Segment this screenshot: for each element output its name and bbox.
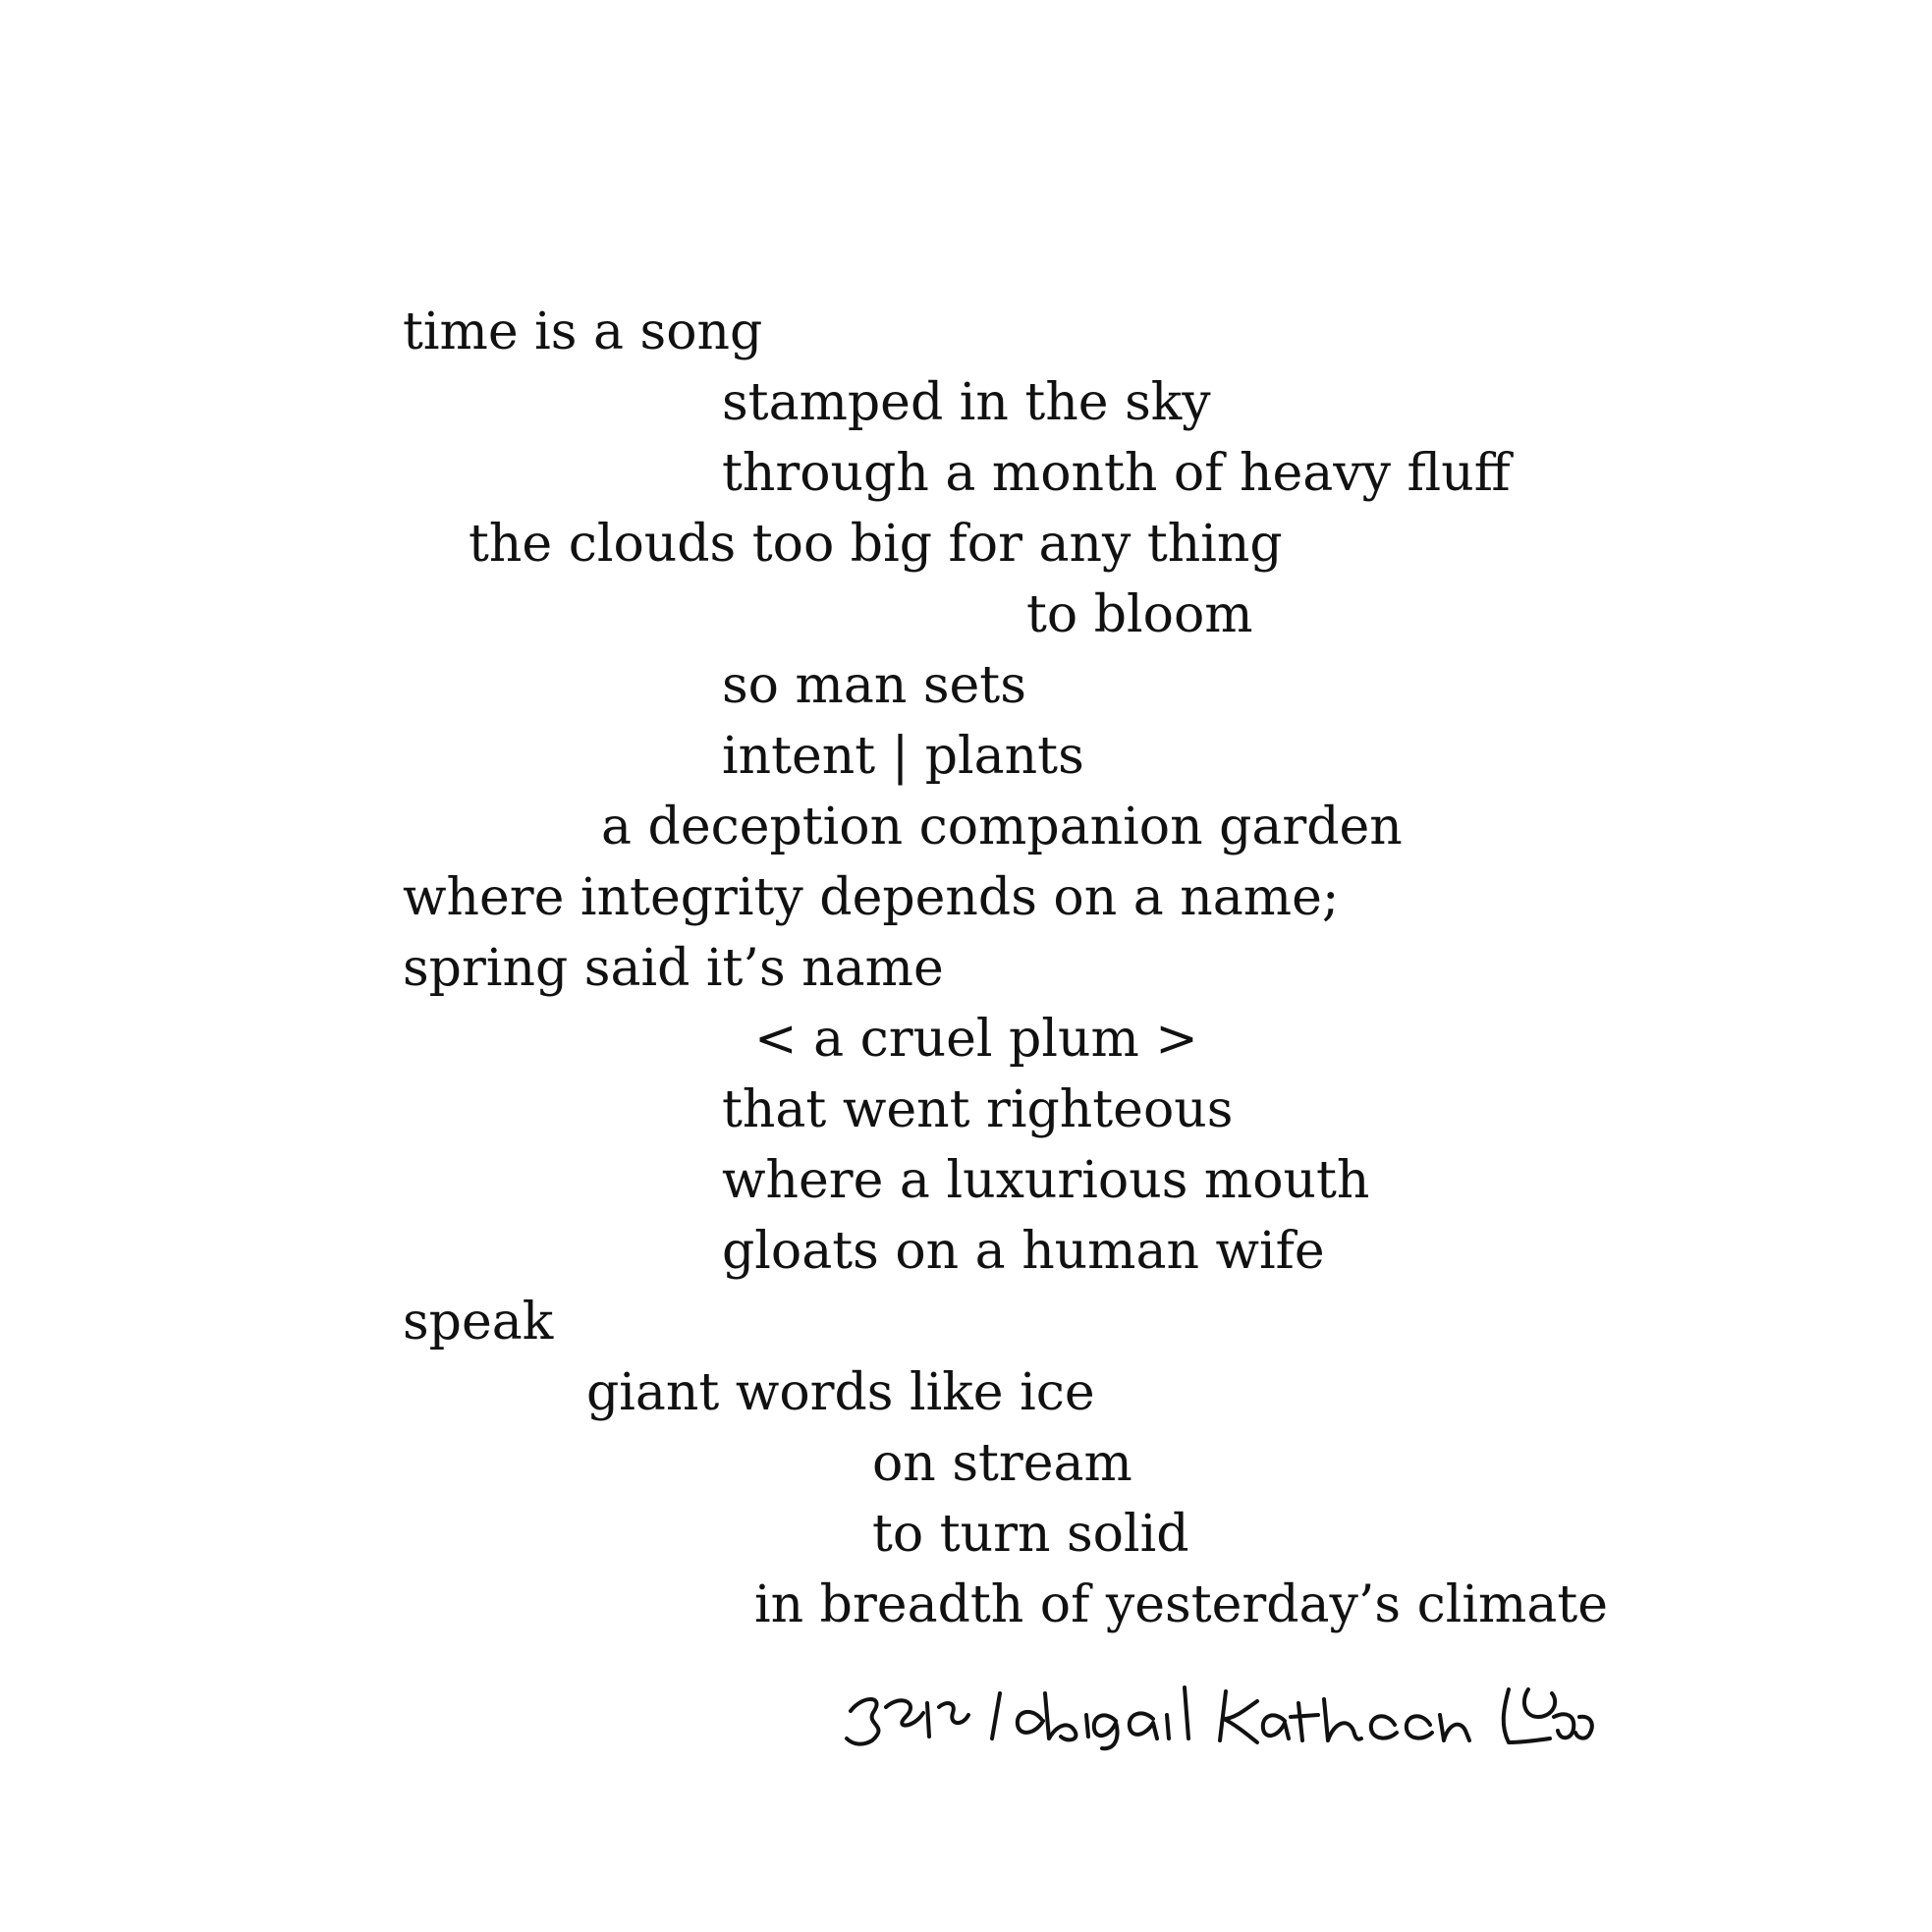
poem-line-6: so man sets: [722, 656, 1026, 715]
poem-line-17: on stream: [872, 1434, 1132, 1493]
poem-line-16: giant words like ice: [586, 1363, 1095, 1422]
poem-line-4: the clouds too big for any thing: [469, 515, 1283, 574]
poem-line-1: time is a song: [403, 303, 763, 361]
poem-line-10: spring said it’s name: [403, 939, 944, 998]
poem-line-2: stamped in the sky: [722, 373, 1211, 432]
poem-line-7: intent | plants: [722, 727, 1084, 786]
poem-line-5: to bloom: [1026, 585, 1253, 644]
poem-line-15: speak: [403, 1293, 554, 1352]
poem-line-3: through a month of heavy fluff: [722, 444, 1511, 503]
poem-line-12: that went righteous: [722, 1080, 1234, 1139]
poem-line-13: where a luxurious mouth: [722, 1151, 1370, 1210]
poem-line-14: gloats on a human wife: [722, 1222, 1325, 1281]
poem-line-8: a deception companion garden: [601, 798, 1403, 856]
poem-line-18: to turn solid: [872, 1505, 1189, 1564]
poem-line-19: in breadth of yesterday’s climate: [754, 1575, 1608, 1634]
handwritten-signature: [845, 1660, 1591, 1748]
poem-line-9: where integrity depends on a name;: [403, 868, 1340, 927]
poem-line-11: < a cruel plum >: [754, 1010, 1198, 1069]
